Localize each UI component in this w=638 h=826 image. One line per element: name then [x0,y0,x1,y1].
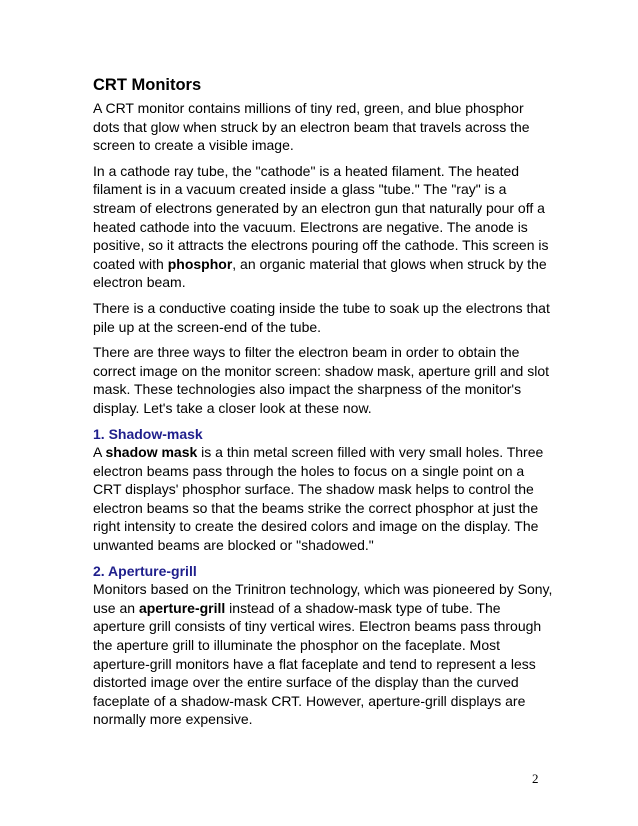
aperture-grill-text-before: Monitors based on the Trinitron technology, which was pioneered by Sony, use an [93,581,553,616]
intro-paragraph: A CRT monitor contains millions of tiny red, green, and blue phosphor dots that glow when struck by an electron beam that travels across the screen to create a visible image. [93,100,530,154]
shadow-mask-text-before: A [93,444,106,461]
cathode-text-after: , an organic material that glows when struck by the electron beam. [93,255,547,291]
shadow-mask-text-after: is a thin metal screen filled with very small holes. Three electron beams pass through the holes to focus on a single point on a CRT displays' phosphor surface. The shadow mask helps to control the electron beams so that the beams strike the correct phosphor at just the right intensity to create the desired colors and image on the display. The unwanted beams are blocked or "shadowed." [93,444,544,554]
shadow-mask-heading: 1. Shadow-mask [93,425,203,442]
phosphor-term: phosphor [167,255,233,272]
filters-paragraph: There are three ways to filter the electron beam in order to obtain the correct image on the monitor screen: shadow mask, aperture grill and slot mask. These technologies also impact the sharpness of the monitor's display. Let's take a closer look at these now. [93,344,549,416]
shadow-mask-paragraph [93,443,553,555]
cathode-text-before: In a cathode ray tube, the "cathode" is a heated filament. The heated filament is in a vacuum created inside a glass "tube." The "ray" is a stream of electrons generated by an electron gun that naturally pour off a heated cathode into the vacuum. Electrons are negative. The anode is positive, so it attracts the electrons pouring off the cathode. This screen is coated with [93,162,549,272]
aperture-grill-text-after: instead of a shadow-mask type of tube. The aperture grill consists of tiny vertical wires. Electron beams pass through the aperture grill to illuminate the phosphor on the faceplate. Most aperture-grill monitors have a flat faceplate and tend to represent a less distorted image over the entire surface of the display than the curved faceplate of a shadow-mask CRT. However, aperture-grill displays are normally more expensive. [93,599,542,728]
aperture-grill-term: aperture-grill [138,599,226,616]
aperture-grill-heading: 2. Aperture-grill [93,562,197,579]
page-title: CRT Monitors [93,76,202,94]
shadow-mask-term: shadow mask [105,444,198,461]
page-number: 2 [532,771,539,786]
coating-paragraph: There is a conductive coating inside the tube to soak up the electrons that pile up at the screen-end of the tube. [93,299,550,335]
cathode-paragraph [93,162,553,292]
document-page [93,75,553,736]
aperture-grill-paragraph [93,580,553,729]
